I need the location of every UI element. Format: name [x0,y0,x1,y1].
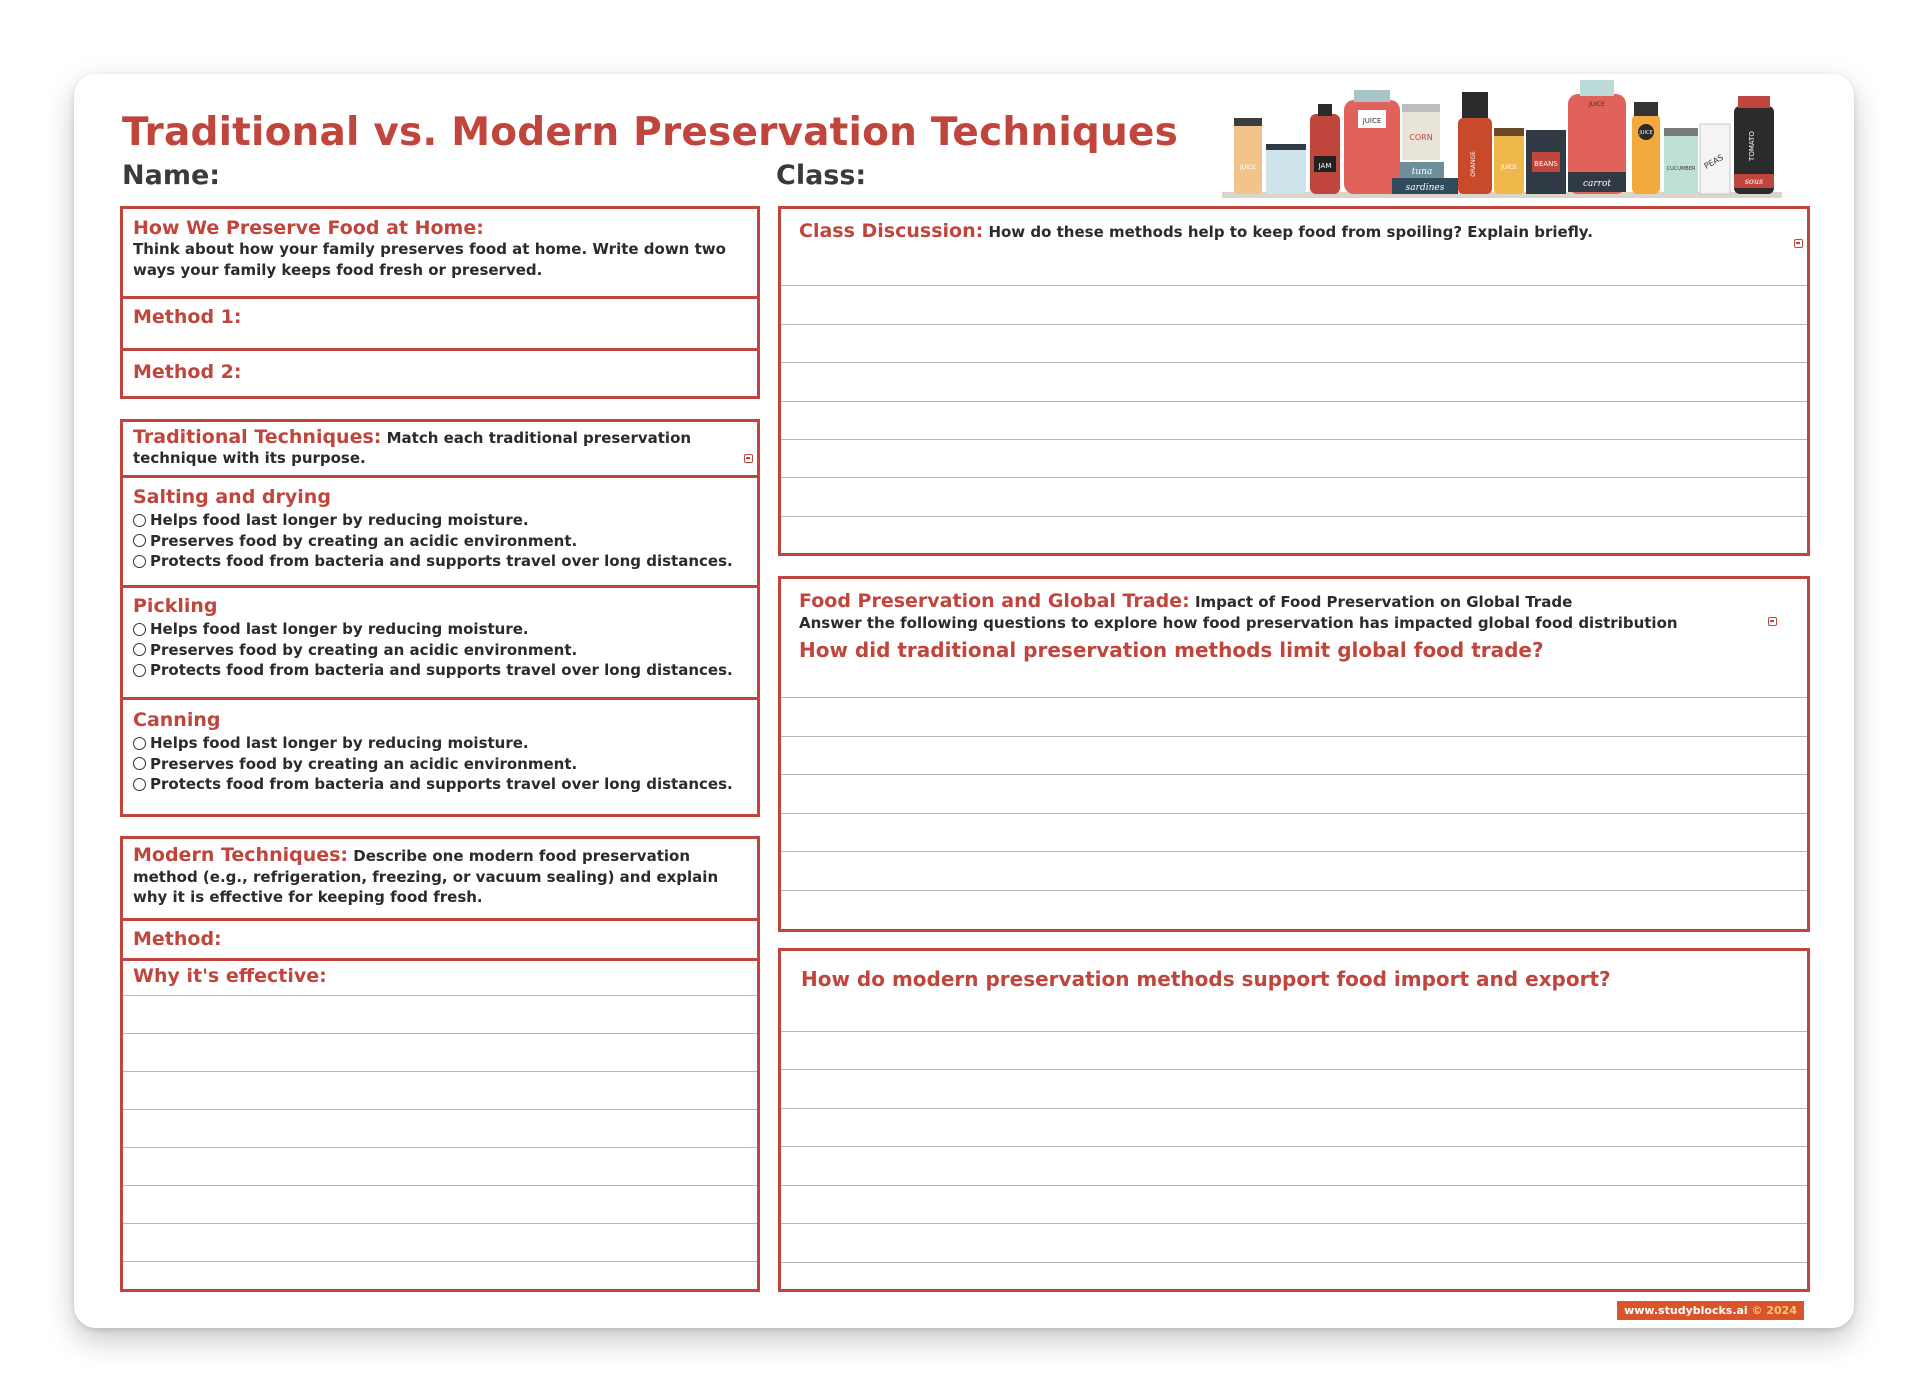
modern-trade-box[interactable] [778,948,1810,1292]
svg-text:tuna: tuna [1411,167,1433,177]
home-text: Think about how your family preserves food at home. Write down two ways your family keeps food fresh or preserved. [133,240,726,279]
jar [1734,96,1774,194]
jar [1310,104,1340,194]
discussion-question: How do these methods help to keep food from spoiling? Explain briefly. [988,223,1593,241]
svg-text:TOMATO: TOMATO [1748,131,1756,161]
svg-text:BEANS: BEANS [1534,160,1558,168]
home-intro [123,209,757,299]
svg-text:CUCUMBER: CUCUMBER [1666,166,1696,172]
modern-text: Describe one modern food preservation method (e.g., refrigeration, freezing, or vacuum sealing) and explain why it is effective for keeping food fresh. [133,847,719,906]
jar [1664,128,1698,194]
modern-method-label: Method: [133,928,222,950]
trade-title: Food Preservation and Global Trade: [799,590,1190,612]
jar [1234,118,1262,194]
worksheet [74,74,1854,1328]
traditional-techniques-box [120,419,760,817]
answer-lines [781,209,1807,559]
svg-text:JUICE: JUICE [1362,117,1382,125]
svg-text:ORANGE: ORANGE [1470,151,1477,177]
radio-icon[interactable] [133,643,146,656]
answer-lines [781,951,1807,1295]
svg-text:CORN: CORN [1409,133,1433,142]
radio-icon[interactable] [133,623,146,636]
jar [1344,90,1400,194]
svg-text:carrot: carrot [1582,179,1612,189]
radio-icon[interactable] [133,757,146,770]
expand-icon[interactable] [744,454,753,463]
trade-question-1: How did traditional preservation methods limit global food trade? [799,638,1544,662]
footer-site: www.studyblocks.ai [1624,1304,1748,1317]
discussion-title: Class Discussion: [799,220,984,242]
answer-lines [123,961,757,1292]
traditional-title: Traditional Techniques: [133,426,382,448]
jar [1392,104,1458,194]
technique-name: Canning [133,709,221,731]
technique-group-canning [123,700,757,817]
modern-techniques-box [120,836,760,1292]
radio-icon[interactable] [133,737,146,750]
technique-group-salting [123,478,757,588]
jar [1526,130,1566,194]
technique-name: Salting and drying [133,486,331,508]
jar [1632,102,1660,194]
option-radio[interactable]: Preserves food by creating an acidic environment. [133,640,747,661]
traditional-intro [123,422,757,478]
option-radio[interactable]: Helps food last longer by reducing moisture. [133,619,747,640]
why-effective-label: Why it's effective: [133,965,327,987]
option-radio[interactable]: Helps food last longer by reducing moisture. [133,510,747,531]
class-label: Class: [776,160,867,191]
modern-method-field[interactable] [123,921,757,961]
svg-text:JUICE: JUICE [1501,164,1517,171]
svg-text:PEAS: PEAS [1702,152,1725,171]
jar [1266,144,1306,194]
trade-subtitle: Impact of Food Preservation on Global Trade [1194,593,1573,611]
answer-lines [781,579,1807,935]
food-jars-illustration [1222,74,1782,200]
footer-year: © 2024 [1751,1304,1797,1317]
svg-text:JUICE: JUICE [1589,101,1605,108]
footer-credit[interactable] [1617,1301,1804,1320]
method1-label: Method 1: [133,306,242,328]
jar [1700,124,1730,194]
option-radio[interactable]: Protects food from bacteria and supports travel over long distances. [133,551,747,572]
method1-field[interactable] [123,299,757,351]
radio-icon[interactable] [133,514,146,527]
radio-icon[interactable] [133,555,146,568]
option-radio[interactable]: Protects food from bacteria and supports travel over long distances. [133,660,747,681]
radio-icon[interactable] [133,778,146,791]
svg-text:sous: sous [1744,177,1764,186]
traditional-intro-text: Match each traditional preservation technique with its purpose. [133,429,692,467]
option-radio[interactable]: Preserves food by creating an acidic environment. [133,531,747,552]
option-radio[interactable]: Helps food last longer by reducing moisture. [133,733,747,754]
technique-group-pickling [123,588,757,700]
home-preservation-box [120,206,760,399]
method2-label: Method 2: [133,361,242,383]
home-title: How We Preserve Food at Home: [133,217,484,239]
radio-icon[interactable] [133,664,146,677]
svg-text:JUICE: JUICE [1639,130,1653,136]
jar [1494,128,1524,194]
method2-field[interactable] [123,351,757,399]
trade-instructions: Answer the following questions to explore how food preservation has impacted global food distribution [799,614,1678,632]
trade-question-2: How do modern preservation methods support food import and export? [801,967,1611,991]
svg-text:sardines: sardines [1405,183,1445,193]
svg-text:JAM: JAM [1318,162,1332,170]
class-discussion-box[interactable] [778,206,1810,556]
why-effective-field[interactable] [123,961,757,1292]
jar [1458,92,1492,194]
modern-intro [123,839,757,921]
global-trade-box[interactable] [778,576,1810,932]
modern-title: Modern Techniques: [133,844,349,866]
jar [1568,80,1626,194]
radio-icon[interactable] [133,534,146,547]
page-title: Traditional vs. Modern Preservation Techniques [122,110,1179,155]
option-radio[interactable]: Preserves food by creating an acidic environment. [133,754,747,775]
name-label: Name: [122,160,221,191]
option-radio[interactable]: Protects food from bacteria and supports travel over long distances. [133,774,747,795]
svg-text:JUICE: JUICE [1240,164,1256,171]
technique-name: Pickling [133,595,218,617]
